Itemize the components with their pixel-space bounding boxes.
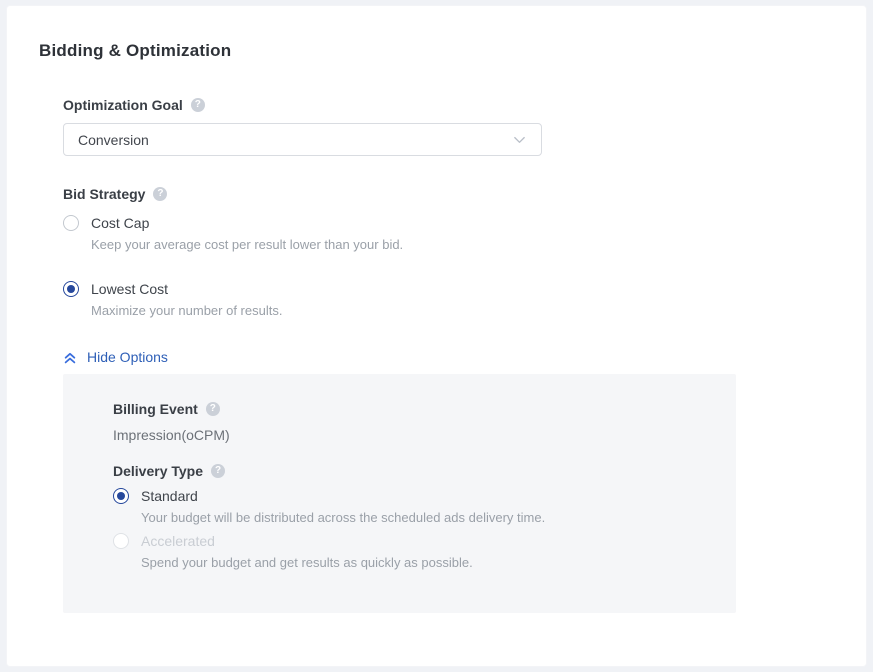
form-content [63, 97, 866, 613]
radio-circle-icon [63, 215, 79, 231]
bid-strategy-label: Bid Strategy [63, 186, 146, 202]
help-icon[interactable]: ? [206, 402, 220, 416]
radio-accelerated-label: Accelerated [141, 533, 215, 549]
radio-standard-label: Standard [141, 488, 198, 504]
help-icon[interactable]: ? [153, 187, 167, 201]
optimization-goal-select[interactable] [63, 123, 542, 156]
billing-event-label-row [113, 401, 736, 417]
radio-accelerated-description: Spend your budget and get results as quickly as possible. [141, 555, 473, 570]
help-icon[interactable]: ? [191, 98, 205, 112]
radio-cost-cap[interactable] [63, 215, 866, 231]
radio-cost-cap-label: Cost Cap [91, 215, 150, 231]
delivery-type-label: Delivery Type [113, 463, 204, 479]
radio-lowest-cost[interactable] [63, 281, 866, 297]
billing-event-label: Billing Event [113, 401, 198, 417]
double-chevron-up-icon [63, 350, 77, 365]
bidding-optimization-card [6, 5, 867, 667]
page-title: Bidding & Optimization [39, 41, 232, 60]
radio-lowest-cost-label: Lowest Cost [91, 281, 169, 297]
radio-circle-icon [113, 533, 129, 549]
radio-standard[interactable] [113, 488, 736, 504]
optimization-goal-label-row [63, 97, 866, 113]
help-icon[interactable]: ? [211, 464, 225, 478]
optimization-goal-selected-value: Conversion [78, 131, 149, 148]
hide-options-label: Hide Options [87, 349, 168, 365]
chevron-down-icon [512, 132, 527, 147]
radio-circle-icon [113, 488, 129, 504]
radio-lowest-cost-description: Maximize your number of results. [91, 303, 283, 318]
radio-circle-icon [63, 281, 79, 297]
billing-event-value: Impression(oCPM) [113, 427, 230, 443]
radio-standard-description: Your budget will be distributed across the scheduled ads delivery time. [141, 510, 546, 525]
radio-cost-cap-description: Keep your average cost per result lower than your bid. [91, 237, 404, 252]
bid-strategy-label-row [63, 186, 866, 202]
optimization-goal-label: Optimization Goal [63, 97, 183, 113]
hide-options-toggle[interactable] [63, 349, 866, 365]
advanced-options-panel [63, 374, 736, 613]
delivery-type-label-row [113, 463, 736, 479]
radio-accelerated [113, 533, 736, 549]
